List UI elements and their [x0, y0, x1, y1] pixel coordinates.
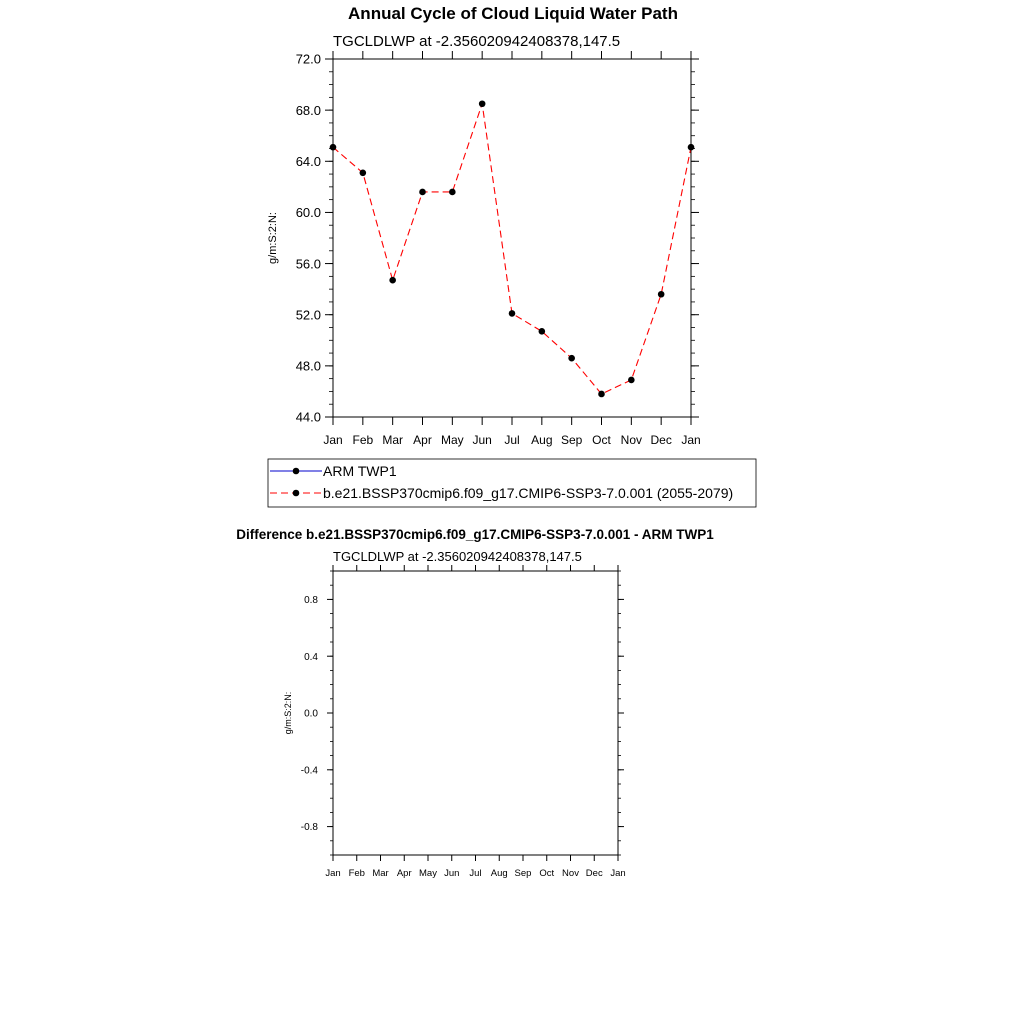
data-point	[389, 277, 396, 284]
plot-frame	[333, 571, 618, 855]
x-tick-label: Nov	[562, 868, 579, 879]
data-point	[330, 144, 337, 151]
legend-marker	[293, 490, 300, 497]
data-point	[658, 291, 665, 298]
data-point	[449, 189, 456, 196]
y-tick-label: 60.0	[295, 205, 321, 221]
y-tick-label: 0.8	[304, 595, 318, 606]
data-point	[539, 328, 546, 335]
legend-label-model: b.e21.BSSP370cmip6.f09_g17.CMIP6-SSP3-7.0.001 (2055-2079)	[323, 485, 734, 501]
data-point	[568, 355, 575, 362]
x-tick-label: Oct	[539, 868, 555, 879]
data-point	[509, 310, 516, 317]
x-tick-label: Jul	[504, 433, 520, 447]
x-tick-labels	[323, 433, 700, 447]
data-point	[419, 189, 426, 196]
x-tick-label: Feb	[348, 868, 365, 879]
y-tick-label: -0.8	[300, 822, 318, 834]
legend-entry-model	[270, 485, 733, 501]
x-tick-label: Mar	[382, 433, 404, 447]
x-tick-label: Sep	[560, 433, 583, 447]
x-tick-label: Jun	[472, 433, 492, 447]
y-tick-label: 68.0	[295, 102, 321, 118]
x-tick-label: Dec	[650, 433, 672, 447]
x-tick-label: Oct	[592, 433, 611, 447]
y-tick-label: 0.0	[304, 708, 318, 720]
x-tick-label: Jun	[444, 868, 460, 879]
x-tick-label: May	[419, 868, 437, 879]
y-tick-label: 44.0	[295, 409, 321, 425]
series-line	[333, 104, 691, 394]
data-point	[360, 169, 367, 176]
axis-ticks	[327, 565, 624, 861]
legend-label-arm-twp1: ARM TWP1	[323, 463, 397, 479]
x-tick-label: Aug	[531, 433, 553, 447]
data-point	[628, 377, 635, 384]
x-tick-label: Apr	[396, 868, 412, 879]
legend	[268, 459, 756, 507]
y-tick-label: 52.0	[295, 307, 321, 323]
x-tick-label: Mar	[372, 868, 389, 879]
x-tick-label: Aug	[490, 868, 508, 879]
series-layer	[330, 100, 695, 397]
x-tick-label: Jan	[610, 868, 626, 879]
difference-subtitle: TGCLDLWP at -2.356020942408378,147.5	[333, 549, 582, 564]
y-tick-labels	[301, 595, 319, 833]
data-point	[479, 100, 486, 107]
y-tick-label: 0.4	[304, 651, 318, 663]
x-tick-label: Jul	[469, 868, 482, 879]
x-tick-labels	[325, 868, 625, 879]
difference-chart	[236, 527, 714, 879]
axis-ticks	[325, 51, 699, 425]
x-tick-label: Sep	[514, 868, 532, 879]
y-tick-labels	[296, 52, 321, 425]
chart-subtitle: TGCLDLWP at -2.356020942408378,147.5	[333, 33, 621, 50]
difference-title: Difference b.e21.BSSP370cmip6.f09_g17.CMIP6-SSP3-7.0.001 - ARM TWP1	[236, 527, 714, 542]
x-tick-label: Jan	[681, 433, 701, 447]
y-tick-label: 64.0	[295, 153, 321, 169]
annual-cycle-chart	[267, 4, 756, 507]
x-tick-label: Jan	[323, 433, 343, 447]
x-tick-label: Dec	[585, 868, 603, 879]
y-tick-label: 48.0	[295, 358, 321, 374]
y-tick-label: 72.0	[295, 51, 321, 67]
x-tick-label: Apr	[413, 433, 432, 447]
y-tick-label: -0.4	[300, 765, 318, 777]
data-point	[598, 391, 605, 398]
x-tick-label: Feb	[352, 433, 374, 447]
x-tick-label: Nov	[620, 433, 643, 447]
y-tick-label: 56.0	[295, 256, 321, 272]
data-point	[688, 144, 695, 151]
y-axis-label: g/m:S:2:N:	[283, 691, 293, 735]
y-axis-label: g/m:S:2:N:	[267, 212, 279, 264]
x-tick-label: Jan	[325, 868, 341, 879]
x-tick-label: May	[440, 433, 464, 447]
legend-marker	[293, 468, 300, 475]
chart-title: Annual Cycle of Cloud Liquid Water Path	[348, 4, 678, 23]
